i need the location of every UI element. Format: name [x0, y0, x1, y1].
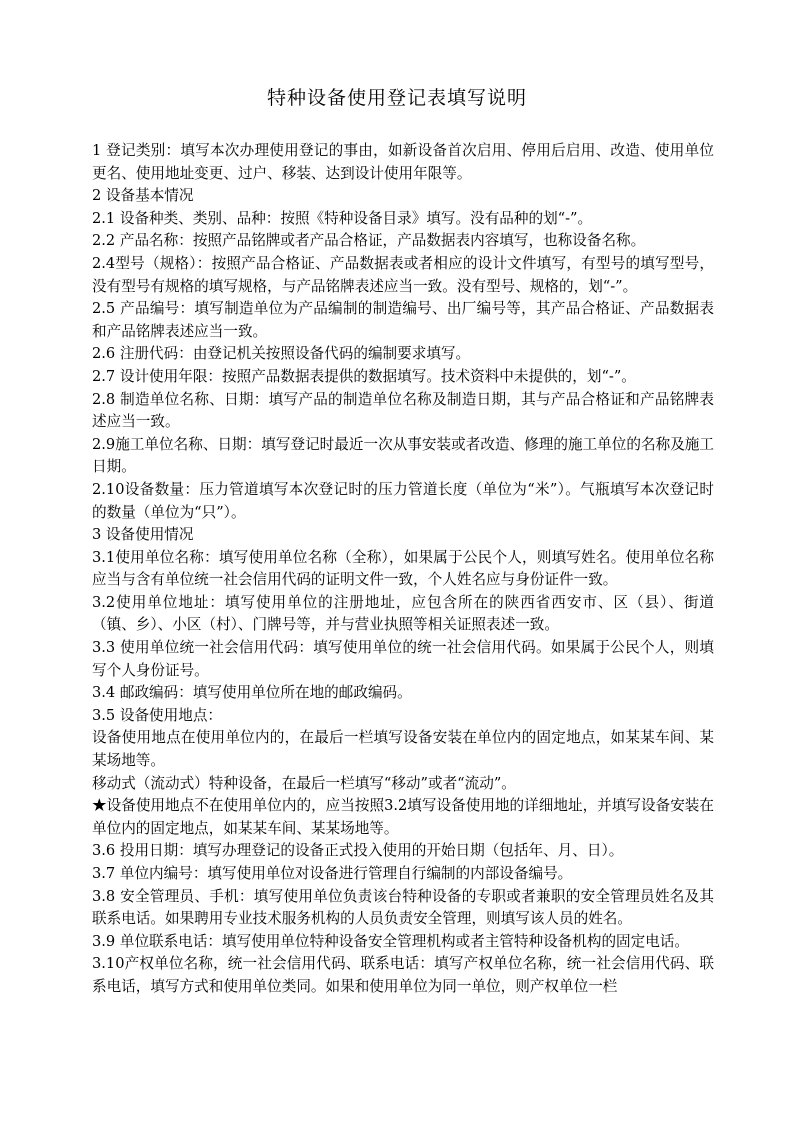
paragraph-2-6: 2.6 注册代码：由登记机关按照设备代码的编制要求填写。: [92, 345, 471, 363]
heading-2-basic-info: 2 设备基本情况: [92, 187, 194, 205]
paragraph-3-2: 3.2使用单位地址：填写使用单位的注册地址，应包含所在的陕西省西安市、区（县）、街道（镇、乡）、小区（村）、门牌号等，并与营业执照等相关证照表述一致。: [92, 593, 714, 634]
paragraph-2-5: 2.5 产品编号：填写制造单位为产品编制的制造编号、出厂编号等，其产品合格证、产品数据表和产品铭牌表述应当一致。: [92, 300, 714, 340]
paragraph-3-4: 3.4 邮政编码：填写使用单位所在地的邮政编码。: [92, 684, 412, 702]
paragraph-3-1: 3.1使用单位名称：填写使用单位名称（全称），如果属于公民个人，则填写姓名。使用单位名称应当与含有单位统一社会信用代码的证明文件一致，个人姓名应与身份证件一致。: [92, 548, 714, 589]
paragraph-3-8: 3.8 安全管理员、手机：填写使用单位负责该台特种设备的专职或者兼职的安全管理员姓名及其联系电话。如果聘用专业技术服务机构的人员负责安全管理，则填写该人员的姓名。: [92, 887, 714, 928]
paragraph-2-8: 2.8 制造单位名称、日期：填写产品的制造单位名称及制造日期，其与产品合格证和产品铭牌表述应当一致。: [92, 390, 714, 431]
paragraph-3-10: 3.10产权单位名称，统一社会信用代码、联系电话：填写产权单位名称，统一社会信用代码、联系电话，填写方式和使用单位类同。如果和使用单位为同一单位，则产权单位一栏: [92, 955, 714, 995]
paragraph-3-5: 3.5 设备使用地点：: [92, 706, 223, 724]
paragraph-3-5-mobile: 移动式（流动式）特种设备，在最后一栏填写“移动”或者“流动”。: [92, 774, 516, 792]
paragraph-2-2: 2.2 产品名称：按照产品铭牌或者产品合格证，产品数据表内容填写，也称设备名称。: [92, 232, 646, 250]
paragraph-3-5-in-unit: 设备使用地点在使用单位内的，在最后一栏填写设备安装在单位内的固定地点，如某某车间、某某场地等。: [92, 729, 714, 770]
paragraph-2-1: 2.1 设备种类、类别、品种：按照《特种设备目录》填写。没有品种的划“-”。: [92, 209, 593, 227]
paragraph-3-3: 3.3 使用单位统一社会信用代码：填写使用单位的统一社会信用代码。如果属于公民个人，则填写个人身份证号。: [92, 639, 714, 679]
paragraph-2-10: 2.10设备数量：压力管道填写本次登记时的压力管道长度（单位为“米”）。气瓶填写本次登记时的数量（单位为“只”）。: [92, 480, 714, 521]
paragraph-3-5-note: ★设备使用地点不在使用单位内的，应当按照3.2填写设备使用地的详细地址，并填写设备安装在单位内的固定地点，如某某车间、某某场地等。: [92, 797, 714, 837]
paragraph-2-9: 2.9施工单位名称、日期：填写登记时最近一次从事安装或者改造、修理的施工单位的名称及施工日期。: [92, 435, 714, 476]
paragraph-3-7: 3.7 单位内编号：填写使用单位对设备进行管理自行编制的内部设备编号。: [92, 865, 573, 882]
paragraph-2-4: 2.4型号（规格）：按照产品合格证、产品数据表或者相应的设计文件填写，有型号的填写型号，没有型号有规格的填写规格，与产品铭牌表述应当一致。没有型号、规格的，划“-”。: [92, 254, 714, 295]
paragraph-3-6: 3.6 投用日期：填写办理登记的设备正式投入使用的开始日期（包括年、月、日）。: [92, 842, 624, 860]
heading-3-usage-info: 3 设备使用情况: [92, 526, 194, 544]
document-title: 特种设备使用登记表填写说明: [266, 87, 527, 109]
paragraph-3-9: 3.9 单位联系电话：填写使用单位特种设备安全管理机构或者主管特种设备机构的固定电话。: [92, 932, 690, 950]
paragraph-1-registration-type: 1 登记类别：填写本次办理使用登记的事由，如新设备首次启用、停用后启用、改造、使用单位更名、使用地址变更、过户、移装、达到设计使用年限等。: [92, 142, 714, 182]
paragraph-2-7: 2.7 设计使用年限：按照产品数据表提供的数据填写。技术资料中未提供的，划“-”。: [92, 367, 636, 385]
document-body: [92, 140, 714, 999]
